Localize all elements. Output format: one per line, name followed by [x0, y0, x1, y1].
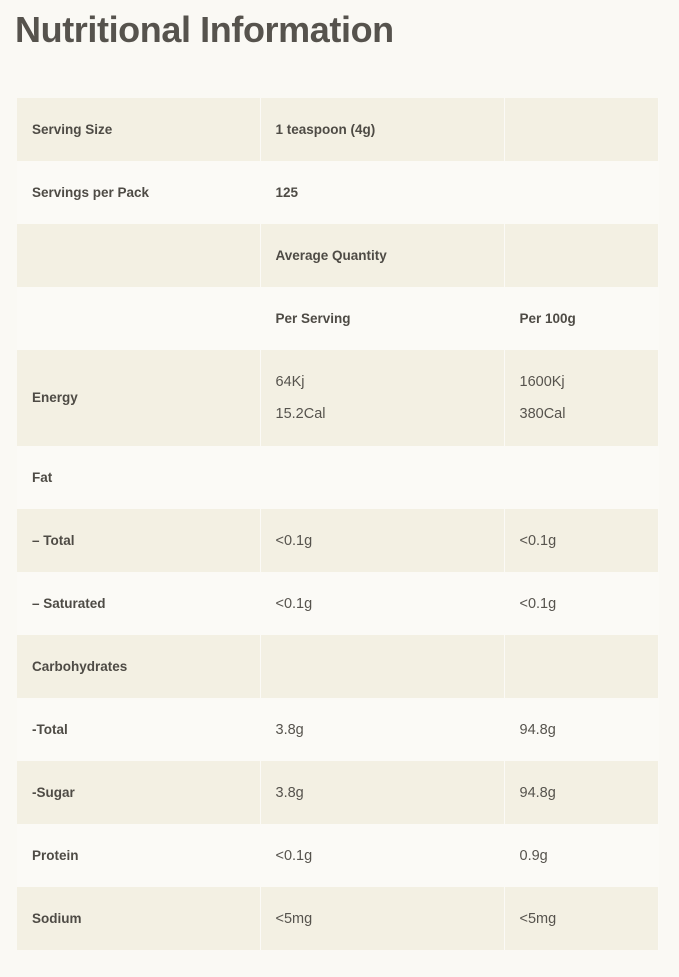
per-100g-value: <5mg [504, 887, 658, 950]
row-serving-size [17, 98, 658, 161]
row-label: Energy [17, 350, 260, 446]
per-serving-value: 3.8g [260, 698, 504, 761]
empty-cell [504, 446, 658, 509]
row-fat-total [17, 509, 658, 572]
row-label: – Total [17, 509, 260, 572]
per-serving-value: <0.1g [260, 824, 504, 887]
per-100g-value: 94.8g [504, 761, 658, 824]
energy-per-serving [260, 350, 504, 446]
row-carbohydrates [17, 635, 658, 698]
page-title: Nutritional Information [15, 9, 394, 50]
average-quantity-header: Average Quantity [260, 224, 504, 287]
row-carb-sugar [17, 761, 658, 824]
row-sodium [17, 887, 658, 950]
servings-per-pack-value: 125 [260, 161, 504, 224]
empty-cell [17, 287, 260, 350]
empty-cell [260, 635, 504, 698]
row-label: -Total [17, 698, 260, 761]
per-serving-header: Per Serving [260, 287, 504, 350]
energy-kj-value: 1600Kj [519, 374, 565, 390]
per-serving-value: 3.8g [260, 761, 504, 824]
empty-cell [260, 446, 504, 509]
energy-cal-value: 15.2Cal [275, 406, 326, 422]
energy-cal-value: 380Cal [519, 406, 566, 422]
row-servings-per-pack [17, 161, 658, 224]
row-label: Sodium [17, 887, 260, 950]
empty-cell [504, 635, 658, 698]
nutrition-table [17, 98, 659, 950]
row-label: -Sugar [17, 761, 260, 824]
row-average-quantity [17, 224, 658, 287]
per-serving-value: <0.1g [260, 509, 504, 572]
per-serving-value: <0.1g [260, 572, 504, 635]
row-label: – Saturated [17, 572, 260, 635]
per-100g-value: <0.1g [504, 509, 658, 572]
per-100g-value: <0.1g [504, 572, 658, 635]
empty-cell [504, 224, 658, 287]
row-label: Serving Size [17, 98, 260, 161]
row-label: Carbohydrates [17, 635, 260, 698]
row-carb-total [17, 698, 658, 761]
energy-kj-value: 64Kj [275, 374, 305, 390]
row-protein [17, 824, 658, 887]
per-100g-header: Per 100g [504, 287, 658, 350]
energy-per-100g [504, 350, 658, 446]
empty-cell [17, 224, 260, 287]
row-energy [17, 350, 658, 446]
per-100g-value: 0.9g [504, 824, 658, 887]
row-label: Protein [17, 824, 260, 887]
row-label: Fat [17, 446, 260, 509]
per-100g-value: 94.8g [504, 698, 658, 761]
row-label: Servings per Pack [17, 161, 260, 224]
serving-size-value: 1 teaspoon (4g) [260, 98, 504, 161]
per-serving-value: <5mg [260, 887, 504, 950]
empty-cell [504, 98, 658, 161]
row-column-headers [17, 287, 658, 350]
empty-cell [504, 161, 658, 224]
row-fat [17, 446, 658, 509]
row-fat-saturated [17, 572, 658, 635]
